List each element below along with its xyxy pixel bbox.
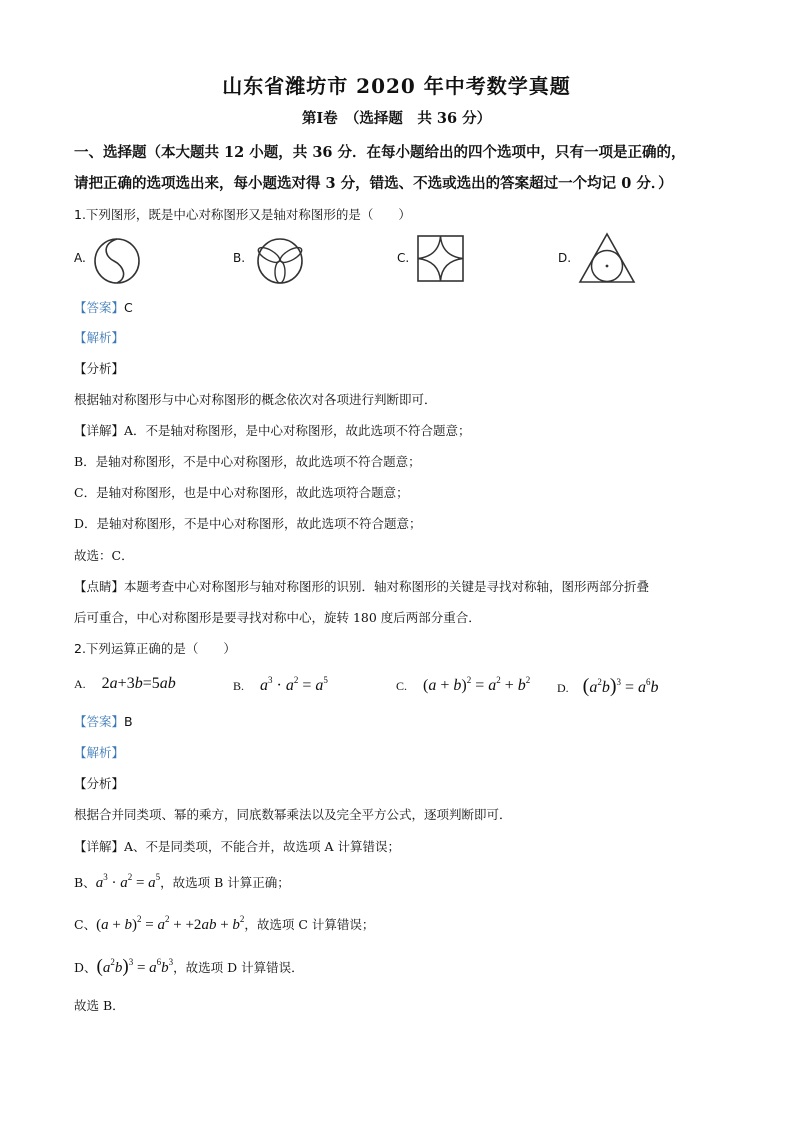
answer-value: B xyxy=(124,714,133,729)
question-2-stem: 2.下列运算正确的是（ ） xyxy=(74,641,236,656)
yin-yang-circle-icon xyxy=(92,236,142,286)
q1-analysis-tag: 【解析】 xyxy=(74,330,125,345)
q2-option-d: D. $(a^2b)^3 = a^6b$ xyxy=(557,675,659,697)
three-petal-circle-icon xyxy=(255,236,305,286)
q1-detail-c: C．是轴对称图形，也是中心对称图形，故此选项符合题意； xyxy=(74,485,409,500)
q2-analysis-tag: 【解析】 xyxy=(74,745,125,760)
q2-detail-d: D、$(a^2b)^3 = a^6b^3$，故选项 D 计算错误． xyxy=(74,956,304,977)
q2-expr-d: $(a^2b)^3 = a^6b$ xyxy=(582,675,659,697)
q2-option-a: A. 2a+3b=5ab xyxy=(74,675,176,692)
section-subtitle: 第Ⅰ卷 （选择题 共 36 分） xyxy=(301,110,492,127)
q2-answer xyxy=(74,712,133,730)
q1-detail-d: D．是轴对称图形，不是中心对称图形，故此选项不符合题意； xyxy=(74,516,422,531)
q1-dianjing-line1: 【点睛】本题考查中心对称图形与轴对称图形的识别．轴对称图形的关键是寻找对称轴，图形两部分折叠 xyxy=(74,579,650,594)
q1-option-c-label: C. xyxy=(397,251,410,265)
q2-detail-c: C、$(a + b)^2 = a^2 + +2ab + b^2$，故选项 C 计算错误； xyxy=(74,914,375,933)
q1-fenxi-tag: 【分析】 xyxy=(74,361,125,376)
circle-in-triangle-icon xyxy=(577,232,637,286)
q2-expr-b: $a^3 \cdot a^2 = a^5$ xyxy=(260,675,328,694)
detail-tag: 【详解】 xyxy=(74,839,125,854)
answer-tag: 【答案】 xyxy=(74,714,125,729)
section-heading-line2: 请把正确的选项选出来，每小题选对得 3 分，错选、不选或选出的答案超过一个均记 0 分．） xyxy=(74,175,673,192)
q2-fenxi-text: 根据合并同类项、幂的乘方，同底数幂乘法以及完全平方公式，逐项判断即可． xyxy=(74,807,512,822)
q2-expr-c: $(a + b)^2 = a^2 + b^2$ xyxy=(423,675,531,694)
section-heading-line1: 一、选择题（本大题共 12 小题，共 36 分．在每小题给出的四个选项中，只有一项是正确的， xyxy=(74,144,686,161)
q2-fenxi-tag: 【分析】 xyxy=(74,776,125,791)
q2-conclusion: 故选 B． xyxy=(74,998,125,1013)
answer-value: C xyxy=(124,300,133,315)
q2-detail-b: B、$a^3 \cdot a^2 = a^5$，故选项 B 计算正确； xyxy=(74,872,290,891)
question-1-stem: 1.下列图形，既是中心对称图形又是轴对称图形的是（ ） xyxy=(74,207,411,222)
q1-detail-b: B．是轴对称图形，不是中心对称图形，故此选项不符合题意； xyxy=(74,454,421,469)
q1-fenxi-text: 根据轴对称图形与中心对称图形的概念依次对各项进行判断即可． xyxy=(74,392,437,407)
four-point-star-in-square-icon xyxy=(416,234,466,284)
answer-tag: 【答案】 xyxy=(74,300,125,315)
q1-answer xyxy=(74,298,133,316)
detail-tag: 【详解】 xyxy=(74,423,125,438)
q1-option-d-label: D. xyxy=(558,251,572,265)
q2-detail-a: 【详解】A、不是同类项，不能合并，故选项 A 计算错误； xyxy=(74,839,401,854)
q1-conclusion: 故选：C． xyxy=(74,548,134,563)
page-title: 山东省潍坊市 2020 年中考数学真题 xyxy=(222,74,571,98)
q2-option-b: B. $a^3 \cdot a^2 = a^5$ xyxy=(233,675,328,694)
dianjing-tag: 【点睛】 xyxy=(74,579,125,594)
q1-option-b-label: B. xyxy=(233,251,246,265)
q2-expr-a: 2a+3b=5ab xyxy=(101,675,176,692)
q1-dianjing-line2: 后可重合，中心对称图形是要寻找对称中心，旋转 180 度后两部分重合． xyxy=(74,610,481,625)
q1-option-a-label: A. xyxy=(74,251,86,265)
q1-detail-a: 【详解】A．不是轴对称图形，是中心对称图形，故此选项不符合题意； xyxy=(74,423,471,438)
q2-option-c: C. $(a + b)^2 = a^2 + b^2$ xyxy=(396,675,531,694)
